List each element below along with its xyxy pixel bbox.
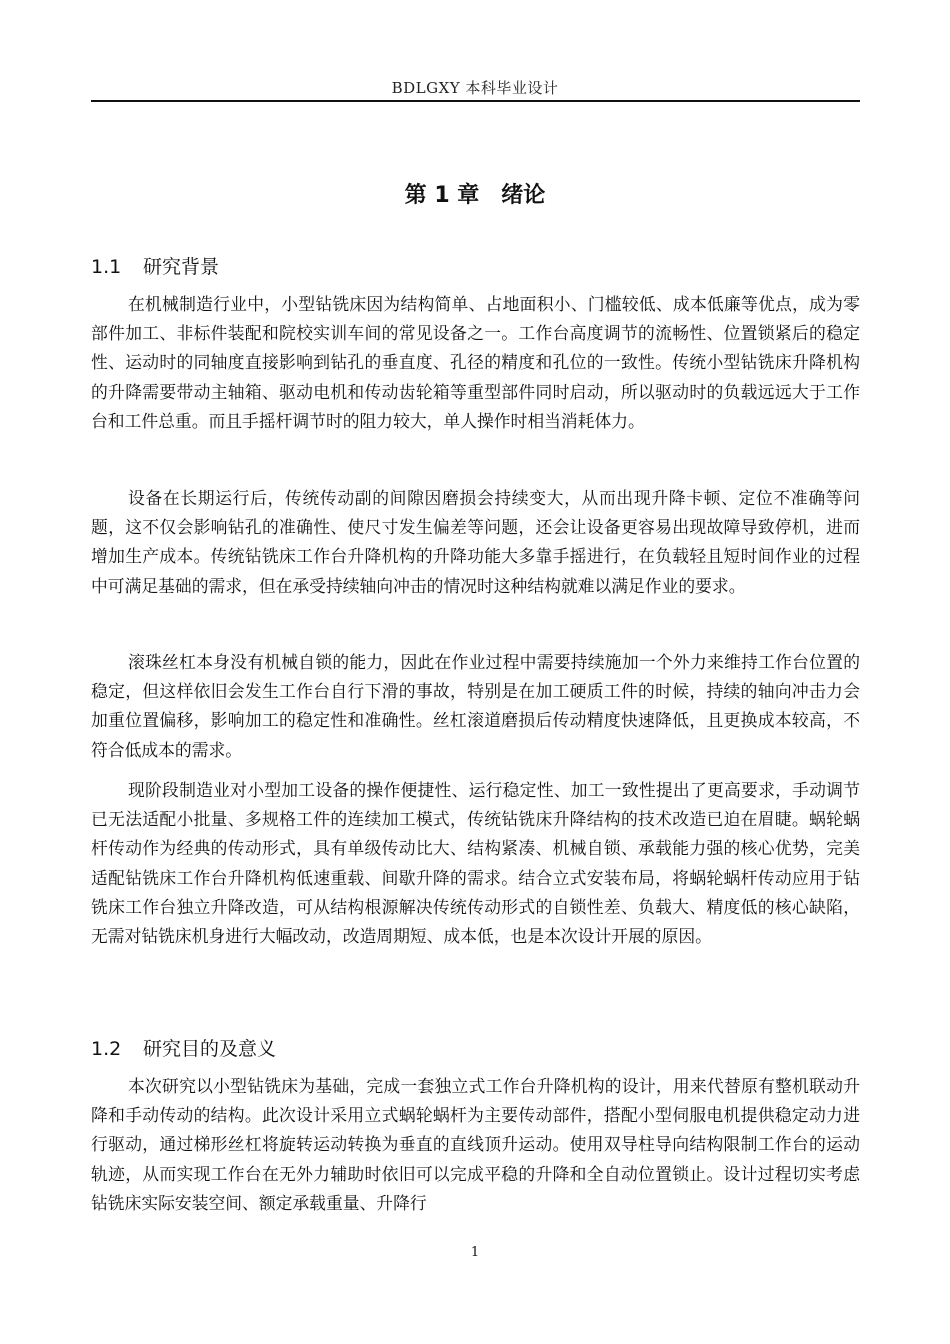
section-number: 1.2 (91, 1038, 122, 1060)
page-number: 1 (470, 1245, 480, 1260)
paragraph: 设备在长期运行后，传统传动副的间隙因磨损会持续变大，从而出现升降卡顿、定位不准确等问题，这不仅会影响钻孔的准确性、使尺寸发生偏差等问题，还会让设备更容易出现故障导致停机，进而增加生产成本。传统钻铣床工作台升降机构的升降功能大多靠手摇进行，在负载轻且短时间作业的过程中可满足基础的需求，但在承受持续轴向冲击的情况时这种结构就难以满足作业的要求。 (91, 488, 860, 596)
section-heading-1-2 (91, 1034, 276, 1061)
section-title: 研究背景 (143, 256, 220, 278)
running-header: BDLGXY 本科毕业设计 (391, 79, 559, 97)
chapter-title: 第 1 章 绪论 (404, 183, 546, 208)
section-heading-1-1 (91, 252, 219, 279)
paragraph: 在机械制造行业中，小型钻铣床因为结构简单、占地面积小、门槛较低、成本低廉等优点，成为零部件加工、非标件装配和院校实训车间的常见设备之一。工作台高度调节的流畅性、位置锁紧后的稳定性、运动时的同轴度直接影响到钻孔的垂直度、孔径的精度和孔位的一致性。传统小型钻铣床升降机构的升降需要带动主轴箱、驱动电机和传动齿轮箱等重型部件同时启动，所以驱动时的负载远远大于工作台和工件总重。而且手摇杆调节时的阻力较大，单人操作时相当消耗体力。 (91, 294, 860, 431)
paragraph: 滚珠丝杠本身没有机械自锁的能力，因此在作业过程中需要持续施加一个外力来维持工作台位置的稳定，但这样依旧会发生工作台自行下滑的事故，特别是在加工硬质工件的时候，持续的轴向冲击力会加重位置偏移，影响加工的稳定性和准确性。丝杠滚道磨损后传动精度快速降低，且更换成本较高，不符合低成本的需求。 (91, 652, 860, 760)
header-divider (91, 100, 860, 102)
paragraph: 本次研究以小型钻铣床为基础，完成一套独立式工作台升降机构的设计，用来代替原有整机联动升降和手动传动的结构。此次设计采用立式蜗轮蜗杆为主要传动部件，搭配小型伺服电机提供稳定动力进行驱动，通过梯形丝杠将旋转运动转换为垂直的直线顶升运动。使用双导柱导向结构限制工作台的运动轨迹，从而实现工作台在无外力辅助时依旧可以完成平稳的升降和全自动位置锁止。设计过程切实考虑钻铣床实际安装空间、额定承载重量、升降行 (91, 1076, 860, 1213)
section-number: 1.1 (91, 256, 122, 278)
section-title: 研究目的及意义 (143, 1038, 277, 1060)
paragraph: 现阶段制造业对小型加工设备的操作便捷性、运行稳定性、加工一致性提出了更高要求，手动调节已无法适配小批量、多规格工件的连续加工模式，传统钻铣床升降结构的技术改造已迫在眉睫。蜗轮蜗杆传动作为经典的传动形式，具有单级传动比大、结构紧凑、机械自锁、承载能力强的核心优势，完美适配钻铣床工作台升降机构低速重载、间歇升降的需求。结合立式安装布局，将蜗轮蜗杆传动应用于钻铣床工作台独立升降改造，可从结构根源解决传统传动形式的自锁性差、负载大、精度低的核心缺陷，无需对钻铣床机身进行大幅改动，改造周期短、成本低，也是本次设计开展的原因。 (91, 780, 860, 947)
